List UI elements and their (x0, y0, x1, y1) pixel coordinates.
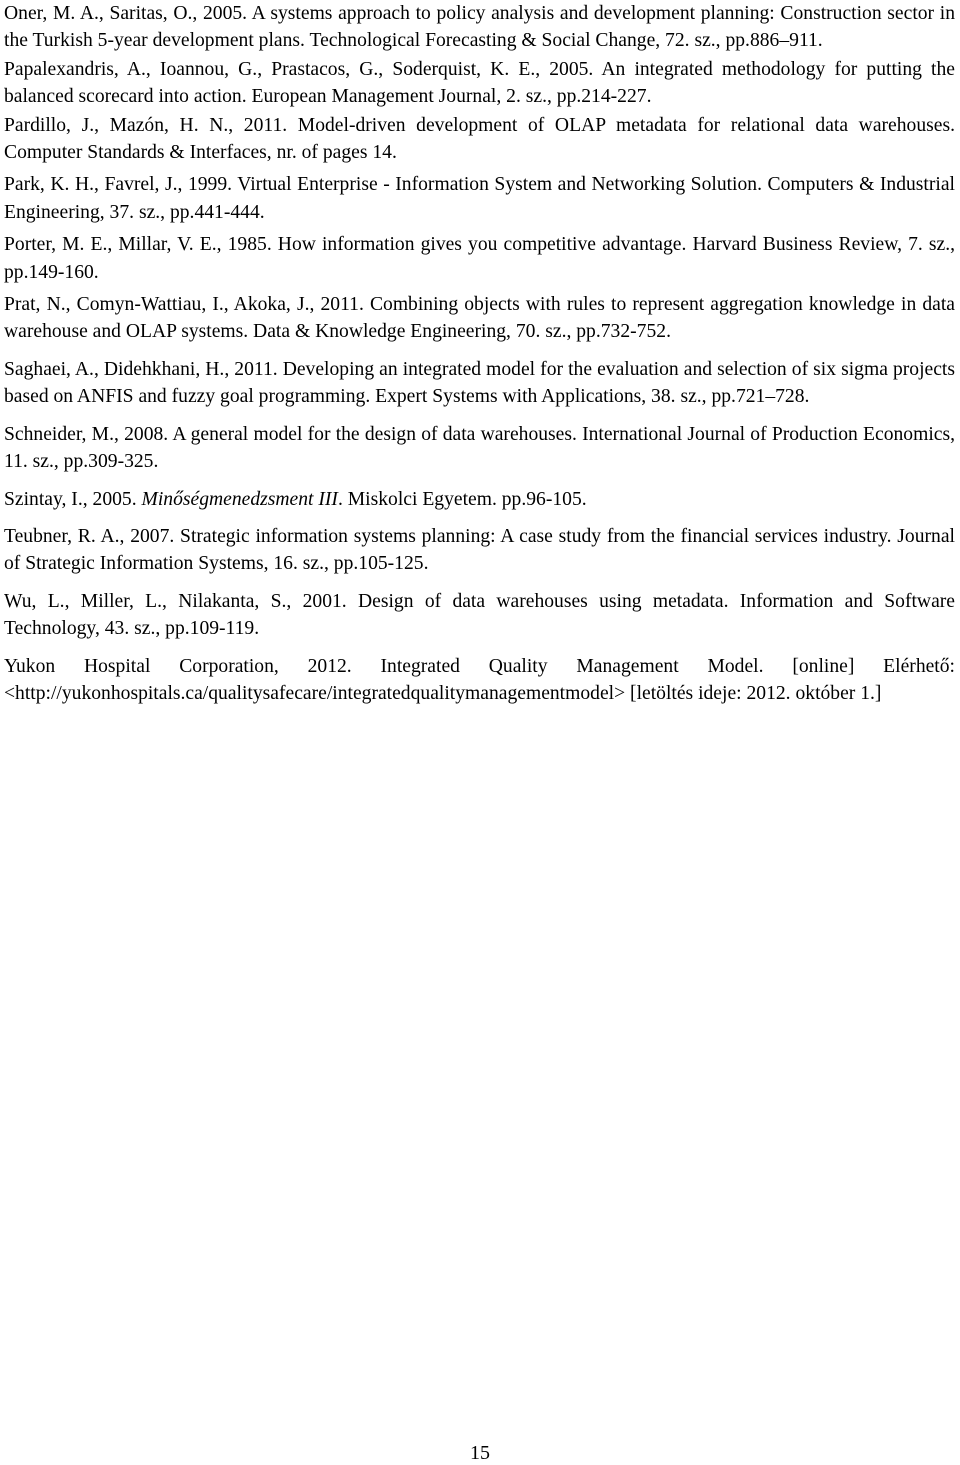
reference-szintay-suffix: . Miskolci Egyetem. pp.96-105. (337, 488, 587, 510)
reference-szintay-2005 (4, 486, 955, 513)
reference-szintay-title: Minőségmenedzsment III (141, 488, 338, 510)
reference-papalexandris-2005: Papalexandris, A., Ioannou, G., Prastacos, G., Soderquist, K. E., 2005. An integrated methodology for putting the balanced scorecard into action. European Management Journal, 2. sz., pp.214-227. (4, 58, 955, 108)
reference-wu-2001: Wu, L., Miller, L., Nilakanta, S., 2001. Design of data warehouses using metadata. Information and Software Technology, 43. sz., pp.109-119. (4, 590, 955, 640)
reference-saghaei-2011: Saghaei, A., Didehkhani, H., 2011. Developing an integrated model for the evaluation and selection of six sigma projects based on ANFIS and fuzzy goal programming. Expert Systems with Applications, 38. sz., pp.721–728. (4, 358, 955, 408)
reference-porter-1985: Porter, M. E., Millar, V. E., 1985. How information gives you competitive advantage. Harvard Business Review, 7. sz., pp.149-160. (4, 234, 955, 283)
reference-prat-2011: Prat, N., Comyn-Wattiau, I., Akoka, J., 2011. Combining objects with rules to represent aggregation knowledge in data warehouse and OLAP systems. Data & Knowledge Engineering, 70. sz., pp.732-752. (4, 294, 955, 343)
reference-teubner-2007: Teubner, R. A., 2007. Strategic information systems planning: A case study from the financial services industry. Journal of Strategic Information Systems, 16. sz., pp.105-125. (4, 525, 955, 575)
reference-szintay-prefix: Szintay, I., 2005. (4, 488, 142, 510)
reference-list (4, 0, 955, 707)
reference-oner-2005: Oner, M. A., Saritas, O., 2005. A systems approach to policy analysis and development planning: Construction sector in the Turkish 5-year development plans. Technological Forecasting & Social Change, 72. sz., pp.886–911. (4, 3, 955, 52)
reference-park-1999: Park, K. H., Favrel, J., 1999. Virtual Enterprise - Information System and Networking Solution. Computers & Industrial Engineering, 37. sz., pp.441-444. (4, 174, 955, 223)
reference-yukon-2012: Yukon Hospital Corporation, 2012. Integrated Quality Management Model. [online] Elérhető: <http://yukonhospitals.ca/qualitysafecare/integratedqualitymanagementmodel> [letöltés ideje: 2012. október 1.] (4, 655, 955, 704)
reference-pardillo-2011: Pardillo, J., Mazón, H. N., 2011. Model-driven development of OLAP metadata for relational data warehouses. Computer Standards & Interfaces, nr. of pages 14. (4, 114, 955, 164)
page-number: 15 (470, 1442, 490, 1464)
reference-schneider-2008: Schneider, M., 2008. A general model for the design of data warehouses. International Journal of Production Economics, 11. sz., pp.309-325. (4, 423, 955, 473)
